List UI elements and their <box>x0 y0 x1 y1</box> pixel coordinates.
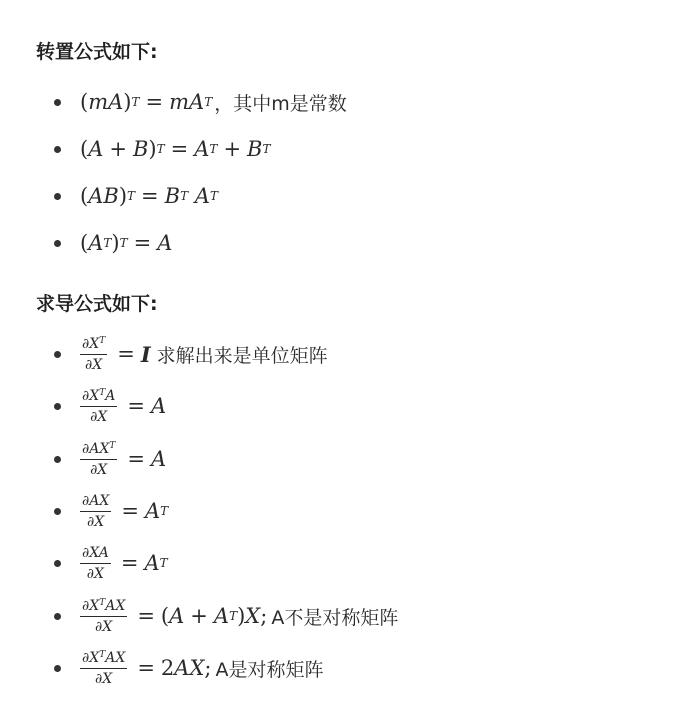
list-item <box>54 596 398 636</box>
bullet-icon <box>54 560 61 567</box>
formula: ( mA ) T = mA T <box>80 90 213 114</box>
formula: $\frac{\partial X^TA}{\partial X}$ = A <box>82 387 167 425</box>
formula: ( A T ) T = A <box>80 231 173 255</box>
formula: $\frac{\partial X^T}{\partial X}$ = I <box>82 335 151 373</box>
formula-note: A是对称矩阵 <box>215 658 324 681</box>
formula-note: A不是对称矩阵 <box>271 606 399 629</box>
formula: $\frac{\partial AX^T}{\partial X}$ = A <box>82 440 167 478</box>
bullet-icon <box>54 613 61 620</box>
formula: $\frac{\partial X^TAX}{\partial X}$ = ( A + A T ) X ; <box>82 597 268 635</box>
bullet-icon <box>54 508 61 515</box>
formula-note: 求解出来是单位矩阵 <box>156 344 328 367</box>
bullet-icon <box>54 351 61 358</box>
bullet-icon <box>54 665 61 672</box>
derivative-heading: 求导公式如下: <box>36 293 158 315</box>
list-item <box>54 648 324 688</box>
bullet-icon <box>54 146 61 153</box>
formula: ( AB ) T = B T A T <box>80 184 218 208</box>
list-item <box>54 543 168 583</box>
list-item <box>54 386 166 426</box>
transpose-heading: 转置公式如下: <box>36 41 158 63</box>
list-item <box>54 223 172 263</box>
formula: $\frac{\partial AX}{\partial X}$ = A T <box>82 492 169 530</box>
formula: $\frac{\partial X^TAX}{\partial X}$ = 2 AX ; <box>82 649 212 687</box>
list-item <box>54 176 218 216</box>
list-item <box>54 491 168 531</box>
bullet-icon <box>54 456 61 463</box>
formula: ( A + B ) T = A T + B T <box>80 137 271 161</box>
bullet-icon <box>54 403 61 410</box>
formula-note: ，其中m是常数 <box>214 92 347 115</box>
list-item <box>54 439 166 479</box>
list-item <box>54 334 328 374</box>
list-item <box>54 129 271 169</box>
bullet-icon <box>54 99 61 106</box>
list-item <box>54 82 347 122</box>
formula: $\frac{\partial XA}{\partial X}$ = A T <box>82 544 168 582</box>
bullet-icon <box>54 193 61 200</box>
bullet-icon <box>54 240 61 247</box>
